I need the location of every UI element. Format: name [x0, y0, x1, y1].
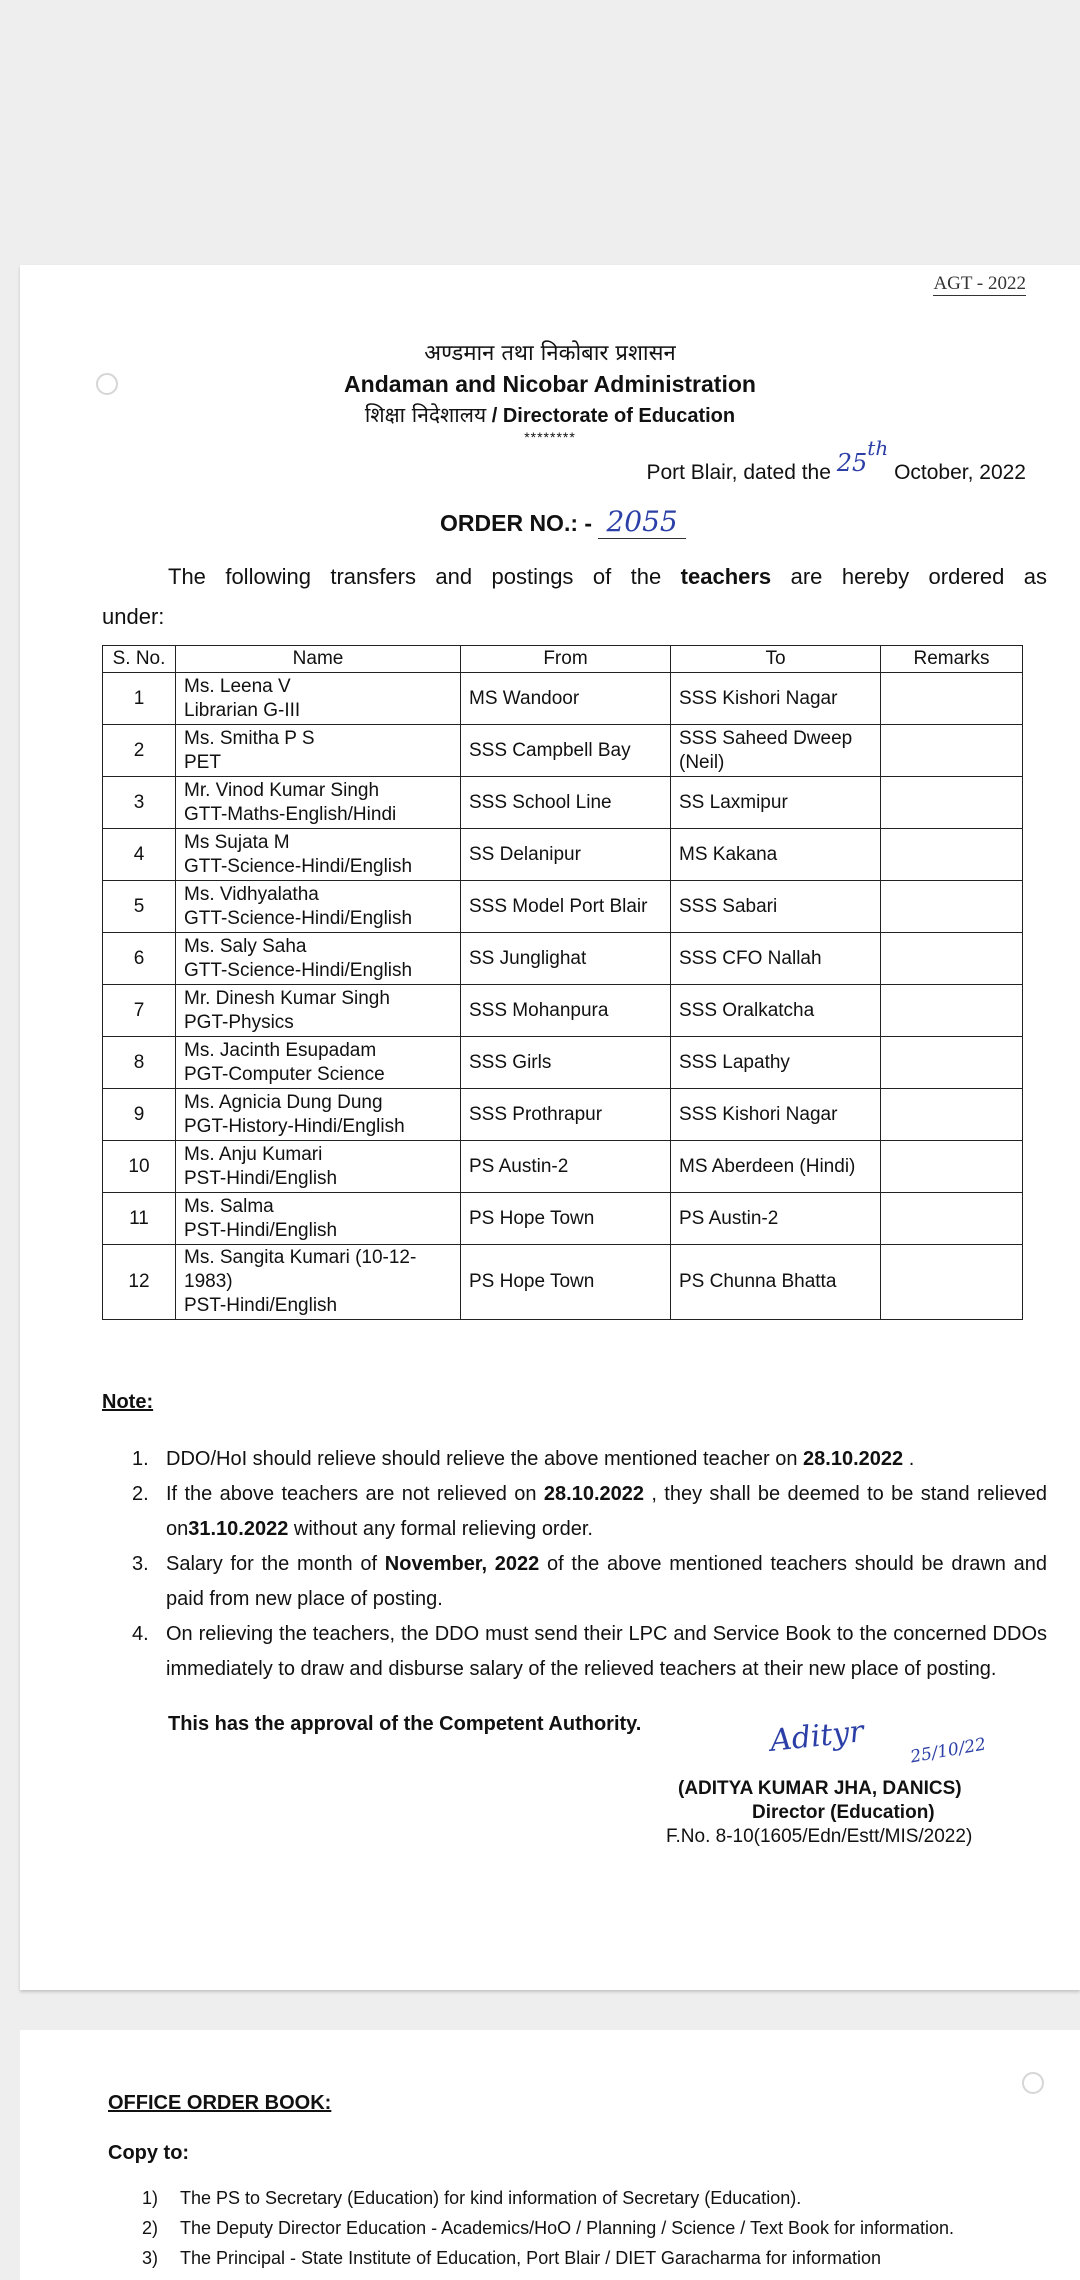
name-line: Ms. Sangita Kumari (10-12-	[184, 1247, 417, 1268]
cell-remarks	[881, 673, 1023, 725]
note-text-a: If the above teachers are not relieved on	[166, 1483, 537, 1505]
name-line: Ms. Salma	[184, 1195, 274, 1217]
name-line: PET	[184, 751, 221, 773]
intro-text-bold: teachers	[680, 564, 772, 589]
col-remarks: Remarks	[881, 646, 1023, 673]
name-line: PST-Hindi/English	[184, 1295, 338, 1316]
place-date	[646, 436, 1026, 485]
table-row	[103, 829, 1023, 881]
date-rest: October, 2022	[894, 461, 1026, 484]
name-line: Ms. Leena V	[184, 675, 291, 697]
signatory-name: (ADITYA KUMAR JHA, DANICS)	[678, 1778, 962, 1799]
note-bold-1: November, 2022	[384, 1553, 540, 1575]
directorate-line	[20, 401, 1080, 429]
name-line: PGT-History-Hindi/English	[184, 1115, 405, 1137]
note-text-a: Salary for the month of	[166, 1553, 378, 1575]
cell-sno: 4	[103, 829, 176, 881]
cell-sno: 8	[103, 1037, 176, 1089]
table-header-row	[103, 646, 1023, 673]
name-line: Librarian G-III	[184, 699, 301, 721]
cell-remarks	[881, 881, 1023, 933]
cell-from: MS Wandoor	[461, 673, 671, 725]
cell-from: SS Delanipur	[461, 829, 671, 881]
intro-line-1	[102, 557, 1047, 597]
copy-item-num: 2)	[142, 2218, 159, 2238]
name-line: Ms. Agnicia Dung Dung	[184, 1091, 383, 1113]
table-row	[103, 1037, 1023, 1089]
cell-remarks	[881, 1245, 1023, 1320]
cell-name	[176, 829, 461, 881]
to-line: PS Austin-2	[679, 1207, 779, 1229]
copy-item-text: The PS to Secretary (Education) for kind information of Secretary (Education).	[180, 2188, 802, 2208]
cell-to	[671, 725, 881, 777]
directorate-title: / Directorate of Education	[491, 405, 736, 427]
signature-date: 25/10/22	[908, 1734, 988, 1768]
date-suffix: th	[867, 436, 889, 460]
cell-to	[671, 1193, 881, 1245]
cell-name	[176, 673, 461, 725]
cell-remarks	[881, 829, 1023, 881]
note-item	[102, 1442, 1047, 1477]
cell-remarks	[881, 777, 1023, 829]
note-item	[102, 1477, 1047, 1547]
cell-to	[671, 985, 881, 1037]
name-line: PST-Hindi/English	[184, 1167, 338, 1189]
cell-sno: 6	[103, 933, 176, 985]
admin-title: Andaman and Nicobar Administration	[344, 371, 756, 397]
to-line: SSS Lapathy	[679, 1051, 790, 1073]
order-number: 2055	[598, 505, 685, 539]
name-line: PGT-Computer Science	[184, 1063, 385, 1085]
cell-from: SSS School Line	[461, 777, 671, 829]
notes-section	[102, 1385, 1047, 1742]
cell-from: SSS Prothrapur	[461, 1089, 671, 1141]
cell-sno: 9	[103, 1089, 176, 1141]
cell-sno: 3	[103, 777, 176, 829]
cell-name	[176, 1089, 461, 1141]
table-row	[103, 1141, 1023, 1193]
cell-remarks	[881, 1141, 1023, 1193]
note-num: 3.	[132, 1553, 149, 1575]
intro-text-b: are hereby ordered as	[790, 564, 1048, 589]
note-num: 2.	[132, 1483, 149, 1505]
table-row	[103, 985, 1023, 1037]
top-reference: AGT - 2022	[933, 273, 1026, 294]
cell-from: PS Hope Town	[461, 1245, 671, 1320]
note-text-c: , they shall be deemed to be stand relieved on	[166, 1483, 1048, 1540]
cell-name	[176, 725, 461, 777]
document-page-1	[20, 265, 1080, 1990]
cell-remarks	[881, 1089, 1023, 1141]
cell-name	[176, 777, 461, 829]
name-line: PST-Hindi/English	[184, 1219, 338, 1241]
name-line: Ms. Jacinth Esupadam	[184, 1039, 377, 1061]
cell-from: PS Austin-2	[461, 1141, 671, 1193]
note-num: 4.	[132, 1623, 149, 1645]
name-line: GTT-Maths-English/Hindi	[184, 803, 397, 825]
cell-from: PS Hope Town	[461, 1193, 671, 1245]
table-row	[103, 881, 1023, 933]
hindi-admin-title: अण्डमान तथा निकोबार प्रशासन	[424, 341, 676, 366]
copy-item-num: 1)	[142, 2188, 159, 2208]
cell-to	[671, 933, 881, 985]
document-page-2	[20, 2030, 1080, 2280]
cell-sno: 2	[103, 725, 176, 777]
transfer-table	[102, 645, 1023, 1320]
cell-sno: 10	[103, 1141, 176, 1193]
signatory-designation: Director (Education)	[752, 1802, 935, 1823]
to-line: MS Aberdeen (Hindi)	[679, 1155, 856, 1177]
to-line: SSS Kishori Nagar	[679, 1103, 838, 1125]
name-line: GTT-Science-Hindi/English	[184, 907, 413, 929]
cell-to	[671, 1141, 881, 1193]
col-sno: S. No.	[103, 646, 176, 673]
cell-name	[176, 881, 461, 933]
copy-item-num: 3)	[142, 2248, 159, 2268]
table-body	[103, 673, 1023, 1320]
table-row	[103, 1193, 1023, 1245]
table-row	[103, 933, 1023, 985]
file-number: F.No. 8-10(1605/Edn/Estt/MIS/2022)	[666, 1826, 973, 1847]
cell-name	[176, 933, 461, 985]
to-line: (Neil)	[679, 751, 725, 773]
cell-remarks	[881, 1037, 1023, 1089]
to-line: SSS Sabari	[679, 895, 778, 917]
cell-remarks	[881, 933, 1023, 985]
note-item	[102, 1547, 1047, 1617]
cell-from: SSS Campbell Bay	[461, 725, 671, 777]
name-line: Ms. Anju Kumari	[184, 1143, 323, 1165]
note-bold-1: 28.10.2022	[543, 1483, 644, 1505]
name-line: Ms Sujata M	[184, 831, 290, 853]
cell-to	[671, 777, 881, 829]
cell-sno: 12	[103, 1245, 176, 1320]
cell-from: SSS Girls	[461, 1037, 671, 1089]
to-line: MS Kakana	[679, 843, 778, 865]
cell-to	[671, 1037, 881, 1089]
note-bold-2: 31.10.2022	[188, 1518, 289, 1540]
order-label: ORDER NO.: -	[440, 510, 593, 536]
col-from: From	[461, 646, 671, 673]
cell-remarks	[881, 985, 1023, 1037]
cell-name	[176, 1193, 461, 1245]
name-line: GTT-Science-Hindi/English	[184, 959, 413, 981]
note-num: 1.	[132, 1448, 149, 1470]
name-line: Ms. Vidhyalatha	[184, 883, 319, 905]
place-date-prefix: Port Blair, dated the	[646, 461, 831, 484]
name-line: Mr. Vinod Kumar Singh	[184, 779, 380, 801]
to-line: SSS Oralkatcha	[679, 999, 815, 1021]
copy-to-heading: Copy to:	[108, 2142, 190, 2164]
cell-from: SSS Mohanpura	[461, 985, 671, 1037]
copy-item-text: The Principal - State Institute of Education, Port Blair / DIET Garacharma for information	[180, 2248, 881, 2268]
office-order-book: OFFICE ORDER BOOK:	[108, 2092, 332, 2114]
note-text-a: On relieving the teachers, the DDO must send their LPC and Service Book to the concerned DDOs immediately to draw and disburse salary of the relieved teachers at their new place of posting.	[166, 1623, 1047, 1680]
stars-divider: ********	[524, 429, 576, 445]
intro-text-a: The following transfers and postings of the	[168, 564, 662, 589]
cell-to	[671, 1089, 881, 1141]
table-row	[103, 673, 1023, 725]
intro-line-2: under:	[102, 604, 165, 629]
name-line: 1983)	[184, 1271, 233, 1292]
to-line: SSS Kishori Nagar	[679, 687, 838, 709]
intro-paragraph	[102, 557, 1047, 637]
copy-item	[120, 2243, 1040, 2273]
table-row	[103, 1245, 1023, 1320]
cell-to	[671, 673, 881, 725]
date-day: 25	[836, 449, 868, 477]
cell-to	[671, 1245, 881, 1320]
cell-to	[671, 829, 881, 881]
approval-line: This has the approval of the Competent Authority.	[168, 1713, 642, 1735]
table-row	[103, 777, 1023, 829]
note-text-c: of the above mentioned teachers should be drawn and paid from new place of posting.	[166, 1553, 1047, 1610]
table-row	[103, 1089, 1023, 1141]
to-line: PS Chunna Bhatta	[679, 1271, 837, 1292]
col-name: Name	[176, 646, 461, 673]
cell-remarks	[881, 1193, 1023, 1245]
cell-to	[671, 881, 881, 933]
name-line: PGT-Physics	[184, 1011, 294, 1033]
copy-item	[120, 2183, 1040, 2213]
note-text-a: DDO/HoI should relieve should relieve the above mentioned teacher on	[166, 1448, 798, 1470]
order-number-line	[440, 505, 686, 538]
cell-from: SSS Model Port Blair	[461, 881, 671, 933]
cell-sno: 7	[103, 985, 176, 1037]
note-list	[102, 1442, 1047, 1687]
note-text-d: without any formal relieving order.	[293, 1518, 593, 1540]
cell-from: SS Junglighat	[461, 933, 671, 985]
cell-sno: 1	[103, 673, 176, 725]
note-item	[102, 1617, 1047, 1687]
note-text-c: .	[908, 1448, 915, 1470]
hindi-directorate: शिक्षा निदेशालय	[364, 403, 487, 427]
cell-name	[176, 1037, 461, 1089]
cell-sno: 5	[103, 881, 176, 933]
note-heading: Note:	[102, 1391, 154, 1413]
cell-name	[176, 1245, 461, 1320]
cell-remarks	[881, 725, 1023, 777]
signature-scribble: Adityr	[768, 1714, 866, 1759]
name-line: Ms. Smitha P S	[184, 727, 315, 749]
signature-block	[660, 1714, 1060, 1849]
note-bold-1: 28.10.2022	[803, 1448, 904, 1470]
cell-sno: 11	[103, 1193, 176, 1245]
punch-hole-icon	[1022, 2072, 1044, 2094]
cell-name	[176, 985, 461, 1037]
to-line: SSS Saheed Dweep	[679, 727, 853, 749]
col-to: To	[671, 646, 881, 673]
copy-to-list	[120, 2183, 1040, 2273]
name-line: Ms. Saly Saha	[184, 935, 307, 957]
table-row	[103, 725, 1023, 777]
to-line: SSS CFO Nallah	[679, 947, 822, 969]
cell-name	[176, 1141, 461, 1193]
name-line: Mr. Dinesh Kumar Singh	[184, 987, 390, 1009]
copy-item	[120, 2213, 1040, 2243]
copy-item-text: The Deputy Director Education - Academics/HoO / Planning / Science / Text Book for information.	[180, 2218, 955, 2238]
name-line: GTT-Science-Hindi/English	[184, 855, 413, 877]
to-line: SS Laxmipur	[679, 791, 788, 813]
